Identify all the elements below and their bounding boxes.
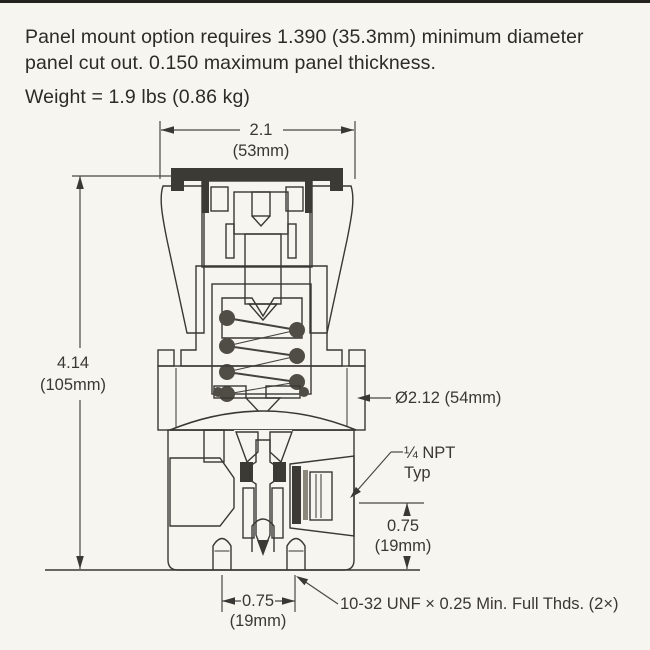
valve-body — [168, 430, 354, 570]
bonnet — [181, 266, 342, 394]
range-spring — [213, 298, 309, 416]
diaphragm-dome — [170, 411, 356, 430]
dim-port-height-value: 0.75 — [386, 517, 420, 535]
callout-mounting-thread — [296, 576, 618, 613]
knob-cap — [171, 168, 343, 191]
dim-port-height — [359, 503, 431, 569]
callout-npt — [350, 444, 455, 498]
dim-hole-spacing-value: 0.75 — [241, 592, 275, 610]
dim-body-diameter — [357, 389, 501, 407]
dim-hole-spacing — [222, 575, 295, 630]
mounting-hole-right — [287, 539, 305, 571]
callout-mounting-thread-label: 10-32 UNF × 0.25 Min. Full Thds. (2×) — [340, 595, 619, 613]
callout-npt-line1: ¼ NPT — [404, 444, 456, 462]
dim-body-diameter-label: Ø2.12 (54mm) — [395, 389, 502, 407]
panel-note-line2: panel cut out. 0.150 maximum panel thickness. — [25, 52, 436, 74]
callout-npt-line2: Typ — [404, 464, 431, 482]
weight-note: Weight = 1.9 lbs (0.86 kg) — [25, 86, 250, 108]
dim-knob-width-metric: (53mm) — [232, 142, 290, 160]
panel-note-line1: Panel mount option requires 1.390 (35.3mm) minimum diameter — [25, 26, 584, 48]
left-port-cavity — [170, 458, 234, 526]
body-flange — [158, 350, 365, 430]
dim-overall-height-metric: (105mm) — [39, 376, 107, 394]
dim-port-height-metric: (19mm) — [374, 537, 432, 555]
dim-overall-height — [40, 176, 172, 569]
dim-knob-width-value: 2.1 — [249, 121, 273, 139]
dim-overall-height-value: 4.14 — [56, 354, 90, 372]
dim-hole-spacing-metric: (19mm) — [229, 612, 287, 630]
page-top-edge — [0, 0, 650, 3]
adjustment-knob — [161, 168, 353, 333]
mounting-hole-left — [213, 539, 231, 571]
